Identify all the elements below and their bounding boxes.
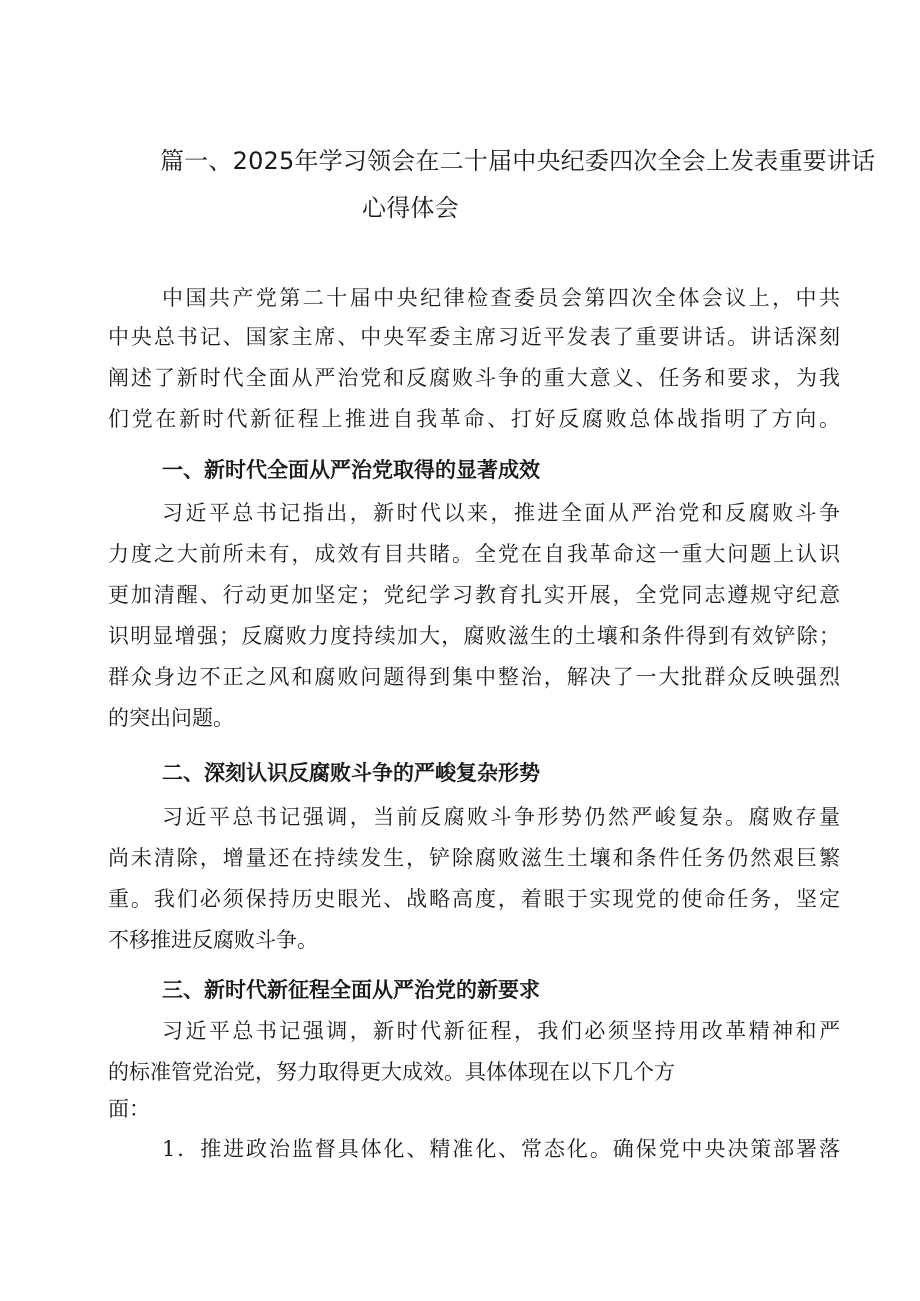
section-3-line-1: 习近平总书记强调，新时代新征程，我们必须坚持用改革精神和严 [162, 1019, 840, 1043]
section-2-line-1: 习近平总书记强调，当前反腐败斗争形势仍然严峻复杂。腐败存量 [162, 805, 840, 829]
section-2-heading: 二、深刻认识反腐败斗争的严峻复杂形势 [162, 761, 540, 785]
document-title-line-2: 心得体会 [362, 194, 459, 222]
intro-line-4: 们党在新时代新征程上推进自我革命、打好反腐败总体战指明了方向。 [108, 407, 840, 431]
section-2-line-2: 尚未清除，增量还在持续发生，铲除腐败滋生土壤和条件任务仍然艰巨繁 [108, 846, 840, 870]
section-1-line-1: 习近平总书记指出，新时代以来，推进全面从严治党和反腐败斗争 [162, 501, 840, 525]
section-2-line-4: 不移推进反腐败斗争。 [108, 928, 318, 952]
intro-line-3: 阐述了新时代全面从严治党和反腐败斗争的重大意义、任务和要求，为我 [108, 366, 840, 390]
intro-line-1: 中国共产党第二十届中央纪律检查委员会第四次全体会议上，中共 [162, 286, 840, 310]
section-1-line-2: 力度之大前所未有，成效有目共睹。全党在自我革命这一重大问题上认识 [108, 542, 840, 566]
section-1-line-5: 群众身边不正之风和腐败问题得到集中整治，解决了一大批群众反映强烈 [108, 665, 840, 689]
intro-line-2: 中央总书记、国家主席、中央军委主席习近平发表了重要讲话。讲话深刻 [108, 325, 840, 349]
section-1-line-4: 识明显增强；反腐败力度持续加大，腐败滋生的土壤和条件得到有效铲除； [108, 624, 840, 648]
section-1-line-6: 的突出问题。 [108, 706, 234, 730]
document-title-line-1: 篇一、2025年学习领会在二十届中央纪委四次全会上发表重要讲话 [160, 147, 876, 175]
section-3-line-2: 的标准管党治党，努力取得更大成效。具体体现在以下几个方 [108, 1060, 675, 1084]
section-3-line-3: 面： [108, 1097, 150, 1121]
section-1-line-3: 更加清醒、行动更加坚定；党纪学习教育扎实开展，全党同志遵规守纪意 [108, 583, 840, 607]
section-3-heading: 三、新时代新征程全面从严治党的新要求 [162, 978, 540, 1002]
section-3-item-1: 1．推进政治监督具体化、精准化、常态化。确保党中央决策部署落 [162, 1137, 840, 1161]
section-2-line-3: 重。我们必须保持历史眼光、战略高度，着眼于实现党的使命任务，坚定 [108, 887, 840, 911]
section-1-heading: 一、新时代全面从严治党取得的显著成效 [162, 458, 540, 482]
